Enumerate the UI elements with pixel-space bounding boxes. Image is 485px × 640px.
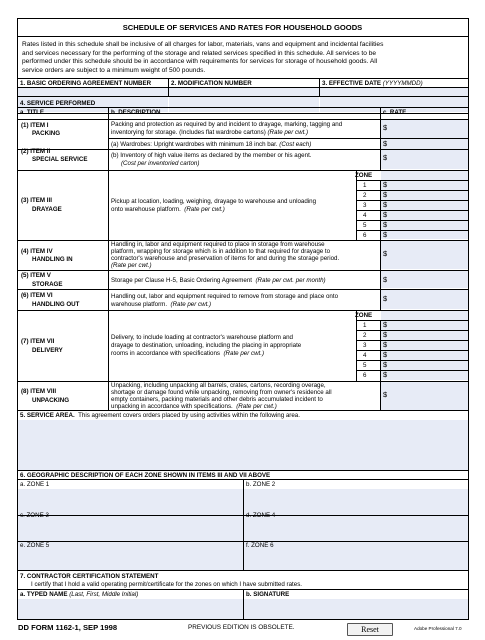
section6-label: 6. GEOGRAPHIC DESCRIPTION OF EACH ZONE SHOWN IN ITEMS III AND VII ABOVE [20, 472, 271, 479]
block2-label: 2. MODIFICATION NUMBER [171, 80, 252, 87]
item3-zone-label: ZONE [355, 172, 373, 179]
item7-zone-3: 3 [363, 342, 367, 349]
dollar-item3-z4: $ [383, 210, 388, 219]
dollar-item4: $ [383, 249, 388, 258]
item7-desc-d: (Rate per cwt.) [223, 350, 265, 357]
rate-item1a-field[interactable] [381, 139, 468, 149]
section5-title: 5. SERVICE AREA. [20, 412, 75, 419]
item3-zone-6: 6 [363, 232, 367, 239]
dollar-item7-z6: $ [383, 370, 388, 379]
item8-desc-a: Unpacking, including unpacking all barrels, crates, cartons, recording overage, [111, 382, 326, 389]
intro-line-1: Rates listed in this schedule shall be inclusive of all charges for labor, materials, vans and equipment and incidental facilities [22, 41, 384, 48]
item3-zone-1: 1 [363, 182, 367, 189]
zone2-label: b. ZONE 2 [246, 481, 276, 488]
item4-desc-b: platform, wrapping for storage which is in addition to that required for drayage to [111, 248, 331, 255]
col-description: b. DESCRIPTION [111, 108, 161, 116]
item4-name: HANDLING IN [32, 256, 73, 263]
item8-desc-c: empty containers, packing materials and other debris accumulated incident to [111, 396, 323, 403]
dollar-item1: $ [383, 123, 388, 132]
item1-desc-a: Packing and protection as required by and incident to drayage, marking, tagging and [111, 121, 343, 128]
dollar-item7-z4: $ [383, 350, 388, 359]
zone2-field[interactable] [244, 489, 468, 515]
item7-desc-b: drayage to destination, unloading, including the placing in appropriate [111, 342, 302, 349]
item6-desc-b-text: warehouse platform. [111, 300, 168, 308]
typed-name-title: a. TYPED NAME [20, 591, 68, 598]
col-rate: c. RATE [383, 108, 407, 116]
item8-desc-e: (Rate per cwt.) [236, 403, 277, 410]
item5-num: (5) ITEM V [21, 272, 51, 279]
signature-label: b. SIGNATURE [246, 591, 290, 598]
intro-line-4: service orders are subject to a minimum weight of 500 pounds. [22, 66, 206, 74]
zone4-label: d. ZONE 4 [246, 512, 276, 519]
item1-desc-b [111, 129, 308, 136]
dollar-item3-z5: $ [383, 220, 388, 229]
item7-zone-6: 6 [363, 372, 367, 379]
item3-zone-4: 4 [363, 212, 367, 219]
item2-name: SPECIAL SERVICE [32, 155, 88, 163]
item3-name: DRAYAGE [32, 205, 62, 213]
dollar-item1a: $ [383, 139, 388, 148]
dollar-item7-z1: $ [383, 320, 388, 329]
item3-zone-5: 5 [363, 222, 367, 229]
dollar-item8: $ [383, 390, 388, 399]
footer-form-number: DD FORM 1162-1, SEP 1998 [18, 623, 118, 632]
item5-desc-text: Storage per Clause H-5, Basic Ordering Agreement [111, 277, 253, 284]
item4-desc-a: Handling in, labor and equipment required to place in storage from warehouse [111, 241, 325, 248]
service-area-field[interactable] [18, 420, 468, 470]
item7-zone-5: 5 [363, 362, 367, 369]
item7-name: DELIVERY [32, 346, 63, 354]
zone5-label: e. ZONE 5 [20, 542, 50, 549]
item3-desc-c: (Rate per cwt.) [184, 205, 225, 213]
dollar-item3-z1: $ [383, 180, 388, 189]
dollar-item3-z6: $ [383, 230, 388, 239]
item8-desc-d-text: unpacking in accordance with specifications. [111, 403, 233, 410]
intro-line-2: and services necessary for the performing of the storage and related services specified in this schedule. All services to be [22, 49, 377, 57]
item4-num: (4) ITEM IV [21, 248, 53, 255]
adobe-version: Adobe Professional 7.0 [414, 626, 462, 631]
item1-desc-b-text: inventorying for storage. (Includes flat wardrobe cartons) [111, 128, 266, 136]
typed-name-label [20, 591, 138, 598]
rate-item6-field[interactable] [381, 290, 468, 309]
item7-zone-2: 2 [363, 332, 367, 339]
typed-name-hint: (Last, First, Middle Initial) [69, 591, 139, 598]
item2-desc-b: (Cost per inventoried carton) [121, 159, 200, 167]
item5-name: STORAGE [32, 281, 63, 288]
rate-item8-field[interactable] [381, 382, 468, 410]
dollar-item7-z5: $ [383, 360, 388, 369]
zone3-label: c. ZONE 3 [20, 512, 49, 519]
item2-desc-a: (b) Inventory of high value items as declared by the member or his agent. [111, 152, 312, 159]
item8-desc-b: shortage or damage found while unpacking, removing from owner's residence all [111, 389, 332, 396]
item6-desc-a: Handling out, labor and equipment required to remove from storage and place onto [111, 292, 339, 300]
item7-zone-label: ZONE [355, 312, 373, 319]
item2-num: (2) ITEM II [21, 147, 51, 155]
item4-desc-d: (Rate per cwt.) [111, 262, 152, 269]
item1-desc-c: (Rate per cwt.) [267, 128, 309, 136]
dollar-item6: $ [383, 294, 388, 303]
block3-hint: (YYYYMMDD) [382, 80, 423, 87]
item7-desc-a: Delivery, to include loading at contractor's warehouse platform and [111, 334, 293, 341]
item1a-desc-text: (a) Wardrobes: Upright wardrobes with minimum 18 inch bar. [111, 140, 278, 148]
reset-button[interactable]: Reset [347, 623, 393, 636]
item3-desc-b [111, 206, 225, 213]
zone5-field[interactable] [18, 542, 243, 570]
typed-name-field[interactable] [18, 599, 243, 619]
item3-desc-a: Pickup at location, loading, weighing, drayage to warehouse and unloading [111, 197, 317, 205]
item1-num: (1) ITEM I [21, 122, 49, 129]
section5-label [20, 412, 300, 419]
item6-num: (6) ITEM VI [21, 292, 53, 299]
section7-label: 7. CONTRACTOR CERTIFICATION STATEMENT [20, 573, 159, 580]
dollar-item7-z3: $ [383, 340, 388, 349]
rate-item2-field[interactable] [381, 150, 468, 169]
block1-label: 1. BASIC ORDERING AGREEMENT NUMBER [20, 80, 152, 87]
item3-zone-3: 3 [363, 202, 367, 209]
footer-previous-edition: PREVIOUS EDITION IS OBSOLETE. [188, 624, 295, 631]
item7-zone-4: 4 [363, 352, 367, 359]
item8-name: UNPACKING [32, 396, 70, 404]
item5-desc-hint: (Rate per cwt. per month) [255, 277, 326, 284]
dollar-item3-z2: $ [383, 190, 388, 199]
rate-item3-zones-field[interactable] [381, 171, 468, 239]
zone3-field[interactable] [18, 516, 243, 541]
item7-zone-1: 1 [363, 322, 367, 329]
zone4-field[interactable] [244, 516, 468, 541]
intro-line-3: performed under this schedule should be in accordance with requirements for services for storage of household goods. All [22, 58, 378, 65]
item4-desc-c: contractor's warehouse and preservation of items for and during the storage period. [111, 255, 340, 262]
item3-num: (3) ITEM III [21, 197, 52, 204]
item3-desc-b-text: onto warehouse platform. [111, 205, 181, 213]
item7-num: (7) ITEM VII [21, 338, 55, 345]
zone6-field[interactable] [244, 542, 468, 570]
col-title: a. TITLE [20, 108, 45, 116]
item1-name: PACKING [32, 130, 61, 137]
item8-num: (8) ITEM VIII [21, 388, 57, 395]
dollar-item7-z2: $ [383, 330, 388, 339]
item6-desc-b [111, 301, 211, 308]
section4-label: 4. SERVICE PERFORMED [20, 100, 96, 107]
signature-field[interactable] [244, 599, 468, 619]
rate-item4-field[interactable] [381, 241, 468, 269]
rate-item5-field[interactable] [381, 271, 468, 288]
modification-number-field[interactable] [169, 88, 319, 112]
section5-text: This agreement covers orders placed by using activities within the following area. [78, 412, 300, 419]
dollar-item2: $ [383, 153, 388, 162]
item7-desc-c-text: rooms in accordance with specifications [111, 350, 221, 357]
item1a-desc [111, 141, 311, 148]
item8-desc-d [111, 403, 277, 410]
item3-zone-2: 2 [363, 192, 367, 199]
zone6-label: f. ZONE 6 [246, 542, 274, 549]
zone1-field[interactable] [18, 489, 243, 515]
rate-item1-field[interactable] [381, 120, 468, 138]
zone1-label: a. ZONE 1 [20, 481, 50, 488]
item1a-desc-hint: (Cost each) [279, 140, 312, 148]
section7-text: I certify that I hold a valid operating permit/certificate for the zones on which I have submitted rates. [31, 581, 303, 588]
block3-label [322, 80, 423, 87]
item5-desc [111, 277, 326, 284]
dollar-item3-z3: $ [383, 200, 388, 209]
item7-desc-c [111, 350, 264, 357]
block3-title: 3. EFFECTIVE DATE [322, 80, 382, 87]
dollar-item5: $ [383, 275, 388, 284]
item6-desc-c: (Rate per cwt.) [170, 300, 212, 308]
form-title: SCHEDULE OF SERVICES AND RATES FOR HOUSEHOLD GOODS [122, 23, 363, 32]
item6-name: HANDLING OUT [32, 301, 80, 308]
